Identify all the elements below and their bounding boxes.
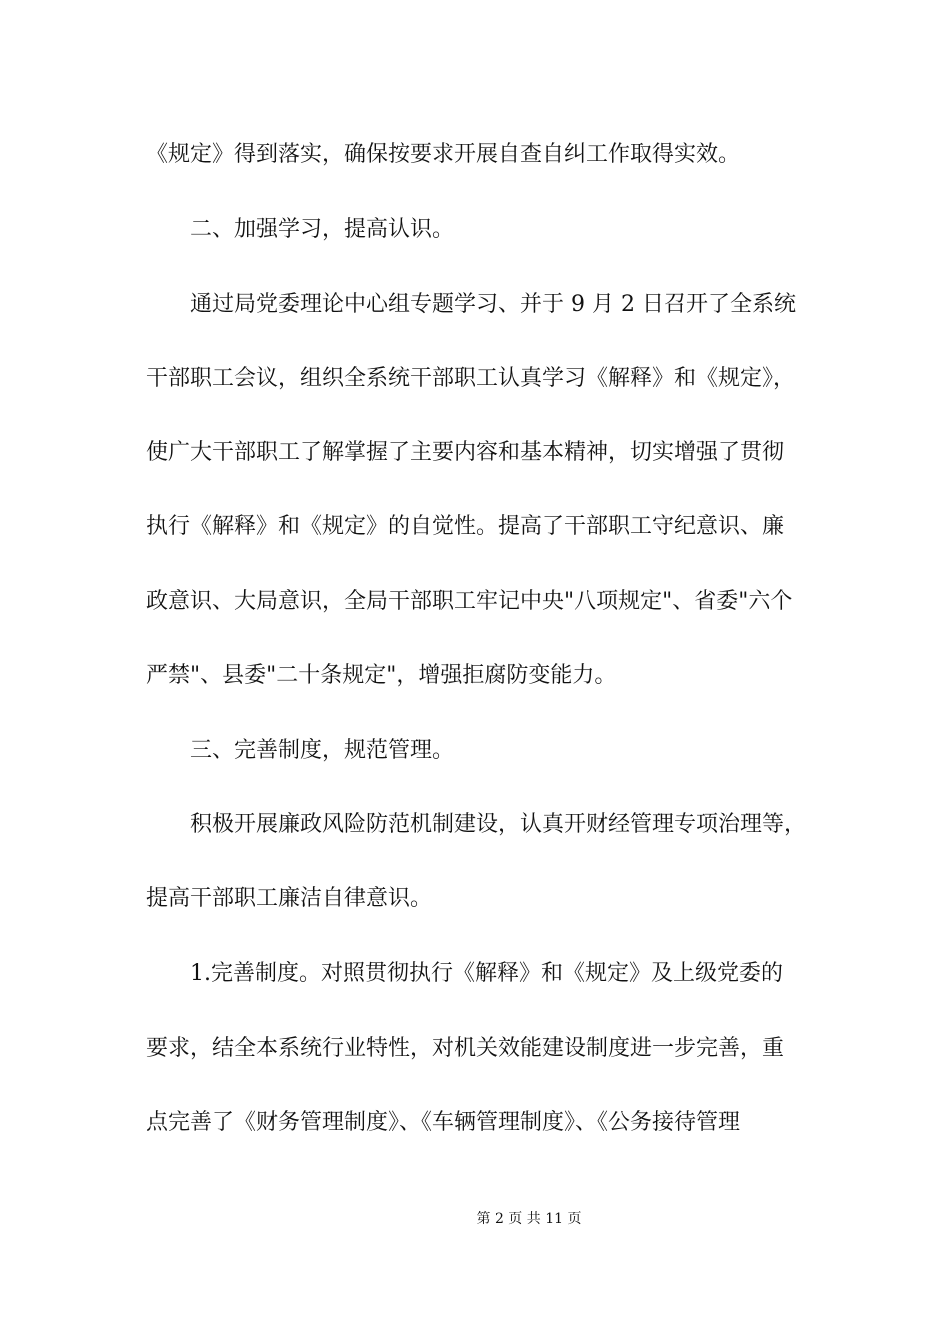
text-line-5: 使广大干部职工了解掌握了主要内容和基本精神，切实增强了贯彻	[146, 440, 785, 465]
section-heading-3: 三、完善制度，规范管理。	[190, 738, 455, 763]
text-line-8: 严禁"、县委"二十条规定"，增强拒腐防变能力。	[146, 663, 617, 688]
text-line-3: 通过局党委理论中心组专题学习、并于 9 月 2 日召开了全系统	[190, 292, 796, 317]
page-footer: 第 2 页 共 11 页	[476, 1211, 582, 1227]
text-line-1: 《规定》得到落实，确保按要求开展自查自纠工作取得实效。	[146, 142, 741, 167]
section-heading-2: 二、加强学习，提高认识。	[190, 217, 455, 242]
text-line-13: 要求，结全本系统行业特性，对机关效能建设制度进一步完善，重	[146, 1036, 785, 1061]
text-line-4: 干部职工会议，组织全系统干部职工认真学习《解释》和《规定》，	[146, 366, 796, 391]
text-line-7: 政意识、大局意识，全局干部职工牢记中央"八项规定"、省委"六个	[146, 589, 793, 614]
text-line-6: 执行《解释》和《规定》的自觉性。提高了干部职工守纪意识、廉	[146, 514, 785, 539]
text-line-14: 点完善了《财务管理制度》、《车辆管理制度》、《公务接待管理	[146, 1110, 741, 1135]
text-line-12: 1.完善制度。对照贯彻执行《解释》和《规定》及上级党委的	[190, 961, 783, 986]
text-line-10: 积极开展廉政风险防范机制建设，认真开财经管理专项治理等，	[190, 812, 807, 837]
text-line-11: 提高干部职工廉洁自律意识。	[146, 886, 433, 911]
